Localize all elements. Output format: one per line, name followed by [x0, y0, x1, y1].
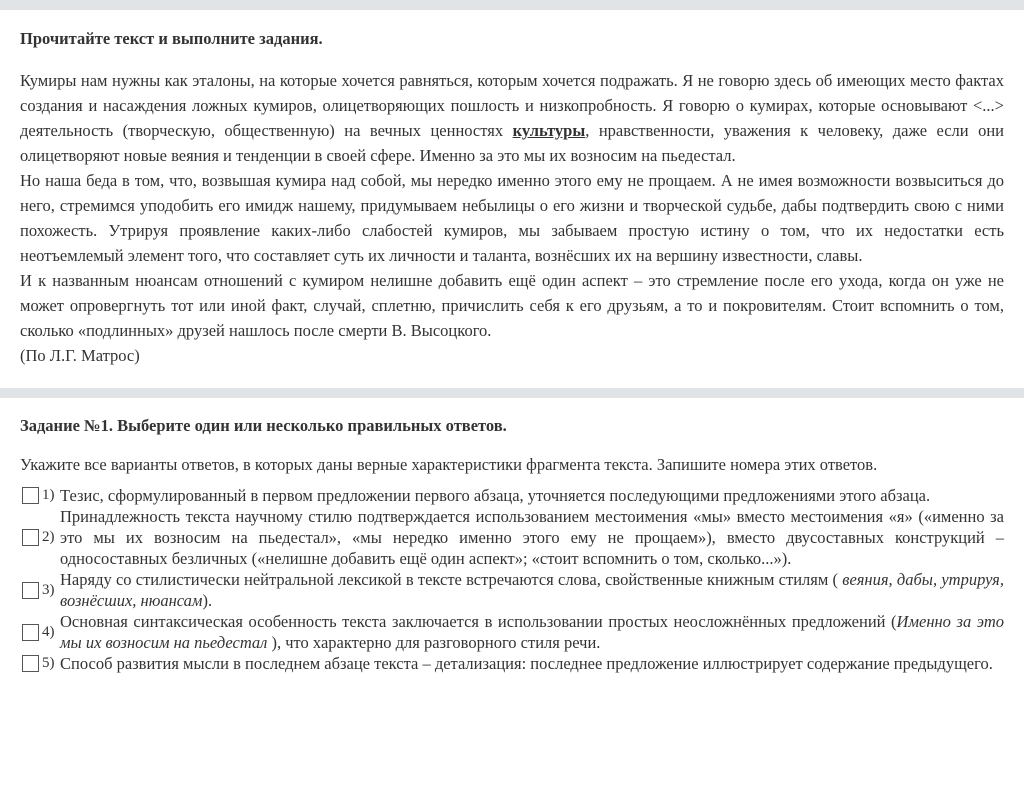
passage-text [20, 68, 1004, 368]
task-section [0, 398, 1024, 674]
option-number: 2) [42, 529, 55, 545]
option-checkbox[interactable] [22, 655, 39, 672]
option-number: 5) [42, 655, 55, 671]
answer-option [20, 569, 1004, 611]
option-text-end: ), что характерно для разговорного стиля речи. [267, 633, 601, 652]
option-text [60, 653, 1004, 674]
option-text [60, 506, 1004, 569]
option-text [60, 485, 1004, 506]
option-checkbox[interactable] [22, 487, 39, 504]
option-text-main: Принадлежность текста научному стилю подтверждается использованием местоимения «мы» вместо местоимения «я» («именно за это мы их возносим на пьедестал», «мы нередко именно этого ему не прощаем»), вместо двусоставных конструкций – односоставных безличных («нелишне добавить ещё один аспект»; «стоит вспомнить о том, сколько...»). [60, 507, 1004, 568]
option-text-main: Тезис, сформулированный в первом предложении первого абзаца, уточняется последующими предложениями этого абзаца. [60, 486, 931, 505]
answer-option [20, 506, 1004, 569]
paragraph-3: И к названным нюансам отношений с кумиром нелишне добавить ещё один аспект – это стремление после его ухода, когда он уже не может опровергнуть тот или иной факт, случай, сплетню, причислить себя к его друзьям, а то и покровителям. Стоит вспомнить о том, сколько «подлинных» друзей нашлось после смерти В. Высоцкого. [20, 271, 1004, 340]
task-title: Задание №1. Выберите один или несколько правильных ответов. [20, 416, 507, 435]
option-italic-text: Именно за это мы их возносим на пьедестал [60, 612, 1004, 652]
source-attribution: (По Л.Г. Матрос) [20, 346, 140, 365]
keyword: культуры [512, 121, 586, 140]
option-italic-text: веяния, дабы, утрируя, вознёсших, нюансам [60, 570, 1004, 610]
section-title: Прочитайте текст и выполните задания. [20, 29, 323, 48]
option-text-main: Способ развития мысли в последнем абзаце текста – детализация: последнее предложение иллюстрирует содержание предыдущего. [60, 654, 993, 673]
option-number: 1) [42, 487, 55, 503]
option-text-end: ). [202, 591, 213, 610]
answer-option [20, 485, 1004, 506]
paragraph-1 [20, 68, 1004, 168]
option-text [60, 569, 1004, 611]
option-checkbox[interactable] [22, 624, 39, 641]
answer-options [20, 485, 1004, 674]
answer-option [20, 653, 1004, 674]
task-instruction: Укажите все варианты ответов, в которых даны верные характеристики фрагмента текста. Запишите номера этих ответов. [20, 455, 878, 474]
option-text-main: Основная синтаксическая особенность текста заключается в использовании простых неосложнённых предложений ( [60, 612, 897, 631]
option-number: 3) [42, 581, 55, 598]
option-checkbox[interactable] [22, 582, 39, 599]
reading-section [0, 10, 1024, 368]
answer-option [20, 611, 1004, 653]
paragraph-2: Но наша беда в том, что, возвышая кумира над собой, мы нередко именно этого ему не прощаем. А не имея возможности возвыситься до него, стремимся уподобить его имидж нашему, придумываем небылицы о его жизни и творческой судьбе, дабы подтвердить свою с ними похожесть. Утрируя проявление каких-либо слабостей кумиров, мы забываем простую истину о том, что их недостатки есть неотъемлемый элемент того, что составляет суть их личности и таланта, вознёсших их на вершину известности, славы. [20, 171, 1004, 265]
top-divider [0, 0, 1024, 10]
option-number: 4) [42, 623, 55, 640]
paragraph-1-end: , нравственности, уважения к человеку, даже если они олицетворяют новые веяния и тенденции в своей сфере. Именно за это мы их возносим на пьедестал. [20, 121, 1005, 165]
option-text [60, 611, 1004, 653]
section-divider [0, 388, 1024, 398]
paragraph-1-start: Кумиры нам нужны как эталоны, на которые хочется равняться, которым хочется подражать. Я не говорю здесь об имеющих место фактах создания и насаждения ложных кумиров, олицетворяющих пошлость и низкопробность. Я говорю о кумирах, которые основывают <...> деятельность (творческую, общественную) на вечных ценностях [20, 71, 1004, 140]
option-text-main: Наряду со стилистически нейтральной лексикой в тексте встречаются слова, свойственные книжным стилям ( [60, 570, 843, 589]
option-checkbox[interactable] [22, 529, 39, 546]
